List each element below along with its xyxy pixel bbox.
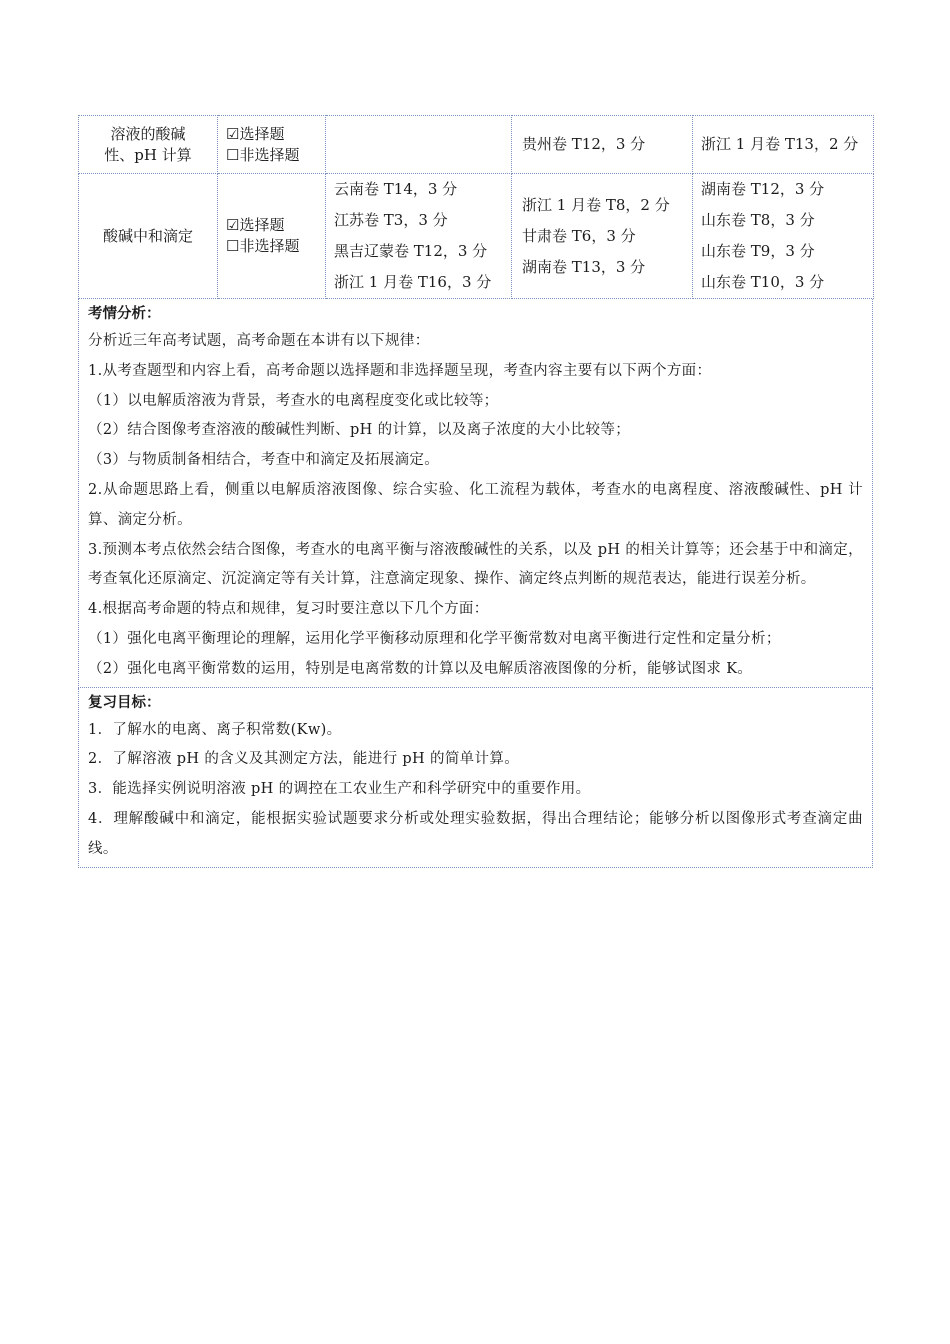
year1-cell: [326, 116, 512, 174]
exam-item: 浙江 1 月卷 T13，2 分: [701, 135, 859, 153]
exam-item: 甘肃卷 T6，3 分: [522, 226, 636, 245]
paragraph: 2．了解溶液 pH 的含义及其测定方法，能进行 pH 的简单计算。: [88, 751, 520, 768]
checkbox-option: [226, 124, 317, 145]
section-heading: 考情分析：: [88, 306, 161, 322]
goals-section: [78, 688, 873, 868]
table-row: [79, 174, 874, 299]
exam-item: 云南卷 T14，3 分: [334, 180, 458, 198]
question-type-cell: [218, 116, 326, 174]
option-label: 非选择题: [239, 237, 300, 255]
paragraph: 1．了解水的电离、离子积常数(Kw)。: [88, 721, 342, 738]
year3-cell: [693, 116, 874, 174]
table-row: [79, 116, 874, 174]
topic-line: 性、pH 计算: [104, 145, 192, 164]
exam-item: 湖南卷 T12，3 分: [701, 180, 825, 198]
checkbox-checked-icon: ☑: [226, 124, 240, 143]
exam-item: 湖南卷 T13，3 分: [522, 257, 646, 276]
exam-item: 贵州卷 T12，3 分: [522, 135, 646, 153]
paragraph: （1）以电解质溶液为背景，考查水的电离程度变化或比较等；: [88, 392, 499, 409]
paragraph: 1.从考查题型和内容上看，高考命题以选择题和非选择题呈现，考查内容主要有以下两个方面：: [88, 362, 712, 379]
exam-item: 江苏卷 T3，3 分: [334, 211, 448, 229]
paragraph: 4.根据高考命题的特点和规律，复习时要注意以下几个方面：: [88, 601, 489, 618]
paragraph: （1）强化电离平衡理论的理解，运用化学平衡移动原理和化学平衡常数对电离平衡进行定性和定量分析；: [88, 630, 781, 647]
checkbox-checked-icon: ☑: [226, 216, 240, 234]
option-label: 选择题: [239, 216, 285, 234]
option-label: 选择题: [239, 124, 285, 143]
paragraph: 2.从命题思路上看，侧重以电解质溶液图像、综合实验、化工流程为载体，考查水的电离程度、溶液酸碱性、pH 计算、滴定分析。: [88, 481, 863, 528]
year1-cell: [326, 174, 512, 299]
checkbox-option: [226, 236, 317, 257]
exam-item: 山东卷 T9，3 分: [701, 242, 815, 260]
year3-cell: [693, 174, 874, 299]
exam-item: 黑吉辽蒙卷 T12，3 分: [334, 242, 488, 260]
exam-item: 山东卷 T10，3 分: [701, 273, 825, 291]
paragraph: （2）强化电离平衡常数的运用，特别是电离常数的计算以及电解质溶液图像的分析，能够试图求 K。: [88, 660, 753, 677]
checkbox-option: [226, 145, 317, 166]
topic-cell: [79, 174, 218, 299]
question-type-cell: [218, 174, 326, 299]
exam-table: [78, 115, 874, 299]
paragraph: 4．理解酸碱中和滴定，能根据实验试题要求分析或处理实验数据，得出合理结论；能够分析以图像形式考查滴定曲线。: [88, 810, 863, 857]
topic-line: 溶液的酸碱: [110, 124, 186, 143]
paragraph: 3.预测本考点依然会结合图像，考查水的电离平衡与溶液酸碱性的关系，以及 pH 的相关计算等；还会基于中和滴定，考查氧化还原滴定、沉淀滴定等有关计算，注意滴定现象、操作、滴定终点判断的规范表达，能进行误差分析。: [88, 541, 863, 588]
paragraph: 3．能选择实例说明溶液 pH 的调控在工农业生产和科学研究中的重要作用。: [88, 781, 591, 798]
exam-document: [78, 115, 873, 868]
paragraph: 分析近三年高考试题，高考命题在本讲有以下规律：: [88, 333, 430, 349]
exam-item: 浙江 1 月卷 T8，2 分: [522, 195, 670, 214]
paragraph: （2）结合图像考查溶液的酸碱性判断、pH 的计算，以及离子浓度的大小比较等；: [88, 422, 631, 439]
option-label: 非选择题: [239, 145, 300, 164]
paragraph: （3）与物质制备相结合，考查中和滴定及拓展滴定。: [88, 452, 440, 469]
checkbox-empty-icon: ☐: [226, 237, 240, 255]
section-heading: 复习目标：: [88, 694, 161, 711]
checkbox-empty-icon: ☐: [226, 145, 240, 164]
checkbox-option: [226, 215, 317, 236]
analysis-section: [78, 299, 873, 688]
year2-cell: [512, 174, 693, 299]
topic-cell: [79, 116, 218, 174]
exam-item: 山东卷 T8，3 分: [701, 211, 815, 229]
year2-cell: [512, 116, 693, 174]
topic-line: 酸碱中和滴定: [102, 226, 193, 245]
exam-item: 浙江 1 月卷 T16，3 分: [334, 273, 492, 291]
